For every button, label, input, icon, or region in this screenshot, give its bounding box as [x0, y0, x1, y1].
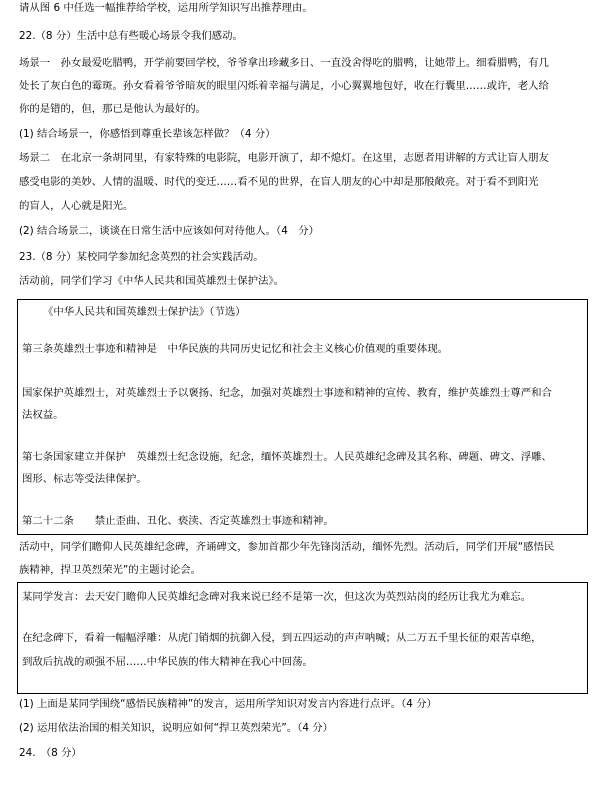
student-speech-box — [17, 582, 588, 694]
question-23-1: (1) 上面是某同学围绕“感悟民族精神”的发言，运用所学知识对发言内容进行点评。（4 分） — [19, 698, 437, 710]
question-22-2: (2) 结合场景二，谈谈在日常生活中应该如何对待他人。（4 分） — [19, 225, 319, 237]
law-article-22: 第二十二条 禁止歪曲、丑化、亵渎、否定英雄烈士事迹和精神。 — [22, 515, 334, 527]
question-22-heading: 22.（8 分）生活中总有些暖心场景令我们感动。 — [19, 30, 243, 42]
law-excerpt-title: 《中华人民共和国英雄烈士保护法》（节选） — [43, 306, 246, 318]
law-article-3: 第三条英雄烈士事迹和精神是 中华民族的共同历史记忆和社会主义核心价值观的重要体现。 — [22, 343, 449, 355]
law-article-3-para-2-line-1: 国家保护英雄烈士，对英雄烈士予以褒扬、纪念，加强对英雄烈士事迹和精神的宣传、教育，维护英雄烈士尊严和合 — [22, 387, 552, 399]
scene-two-line-2: 感受电影的美妙、人情的温暖、时代的变迁……看不见的世界，在盲人朋友的心中却是那般敞亮。对于看不到阳光 — [19, 176, 539, 188]
law-article-7-line-2: 图形、标志等受法律保护。 — [22, 473, 147, 485]
speech-line-3: 到敌后抗战的顽强不屈……中华民族的伟大精神在我心中回荡。 — [22, 656, 313, 668]
scene-two-line-3: 的盲人，人心就是阳光。 — [19, 200, 134, 212]
speech-line-2: 在纪念碑下，看着一幅幅浮雕：从虎门销烟的抗御入侵，到五四运动的声声呐喊；从二万五千里长征的艰苦卓绝， — [22, 632, 542, 644]
law-article-3-para-2-line-2: 法权益。 — [22, 409, 64, 421]
scene-two-line-1: 场景二 在北京一条胡同里，有家特殊的电影院，电影开演了，却不熄灯。在这里，志愿者用讲解的方式让盲人朋友 — [19, 152, 549, 164]
law-excerpt-box — [17, 299, 588, 535]
question-23-heading: 23.（8 分）某校同学参加纪念英烈的社会实践活动。 — [19, 251, 264, 263]
activity-during-line-1: 活动中，同学们瞻仰人民英雄纪念碑，齐诵碑文，参加首都少年先锋岗活动，缅怀先烈。活动后，同学们开展“感悟民 — [19, 541, 555, 553]
scene-one-line-3: 你的是错的，但，那已是他认为最好的。 — [19, 103, 207, 115]
question-24-heading: 24. （8 分） — [19, 747, 82, 759]
scene-one-line-2: 处长了灰白色的霉斑。孙女看着爷爷暗灰的眼里闪烁着幸福与满足，小心翼翼地包好，收在行囊里……或许，老人给 — [19, 80, 549, 92]
activity-during-line-2: 族精神，捍卫英烈荣光”的主题讨论会。 — [19, 564, 202, 576]
law-article-7-line-1: 第七条国家建立并保护 英雄烈士纪念设施，纪念，缅怀英雄烈士。人民英雄纪念碑及其名称、碑题、碑文、浮雕、 — [22, 451, 552, 463]
activity-before-text: 活动前，同学们学习《中华人民共和国英雄烈士保护法》。 — [19, 275, 284, 287]
speech-line-1: 某同学发言：去天安门瞻仰人民英雄纪念碑对我来说已经不是第一次，但这次为英烈站岗的经历让我尤为难忘。 — [22, 591, 532, 603]
question-23-2: (2) 运用依法治国的相关知识，说明应如何“捍卫英烈荣光”。（4 分） — [19, 722, 334, 734]
scene-one-line-1: 场景一 孙女最爱吃腊鸭，开学前要回学校，爷爷拿出珍藏多日、一直没舍得吃的腊鸭，让她带上。细看腊鸭，有几 — [19, 57, 549, 69]
question-22-1: (1) 结合场景一，你感悟到尊重长辈该怎样做？（4 分） — [19, 128, 276, 140]
prev-question-text: 请从图 6 中任选一幅推荐给学校，运用所学知识写出推荐理由。 — [19, 2, 313, 14]
